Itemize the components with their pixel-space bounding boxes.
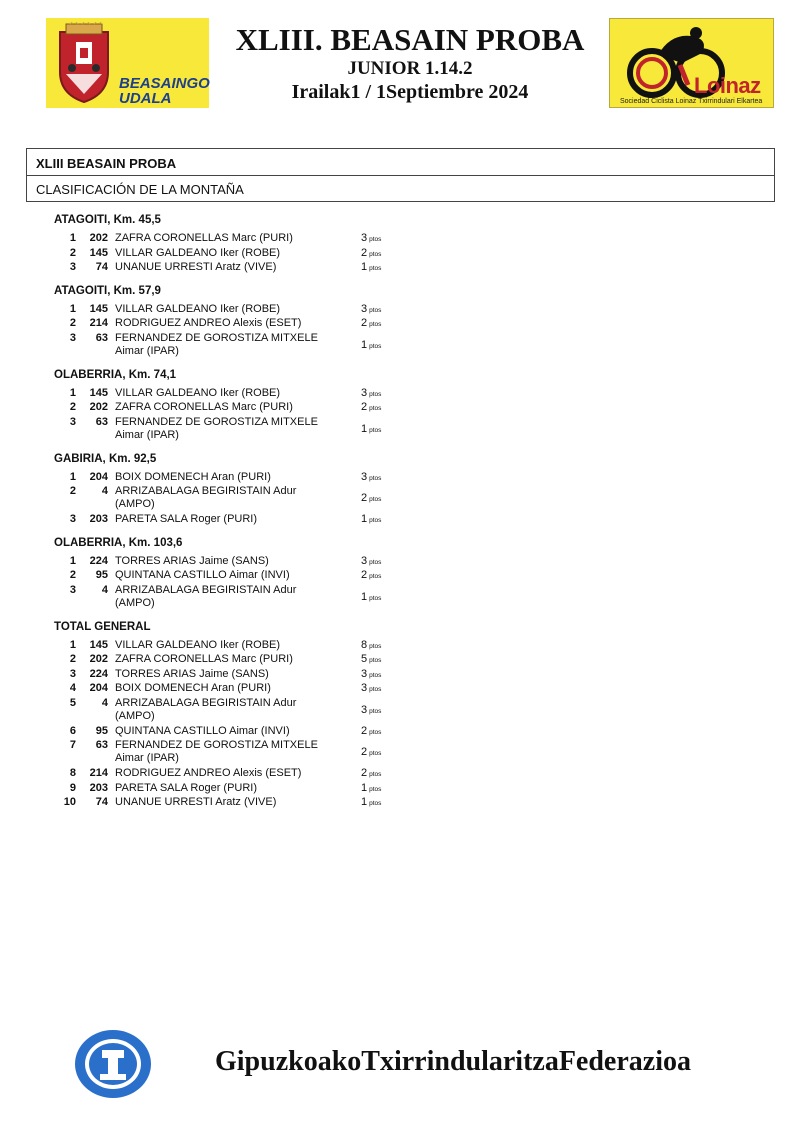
rider-name: RODRIGUEZ ANDREO Alexis (ESET) <box>115 767 302 779</box>
points-unit: ptos <box>369 707 382 715</box>
rider-name: QUINTANA CASTILLO Aimar (INVI) <box>115 724 290 737</box>
town-shield-icon <box>52 22 116 104</box>
points-unit: ptos <box>369 517 382 524</box>
bib-number: 145 <box>89 638 108 651</box>
bib-number: 204 <box>89 682 108 694</box>
loinaz-logo <box>609 18 774 108</box>
rider-name: BOIX DOMENECH Aran (PURI) <box>115 682 271 694</box>
position: 1 <box>69 638 76 651</box>
position: 1 <box>69 470 76 483</box>
position: 5 <box>69 696 76 709</box>
rider-name: QUINTANA CASTILLO Aimar (INVI) <box>115 569 290 581</box>
points <box>361 767 381 779</box>
result-row <box>0 639 420 654</box>
rider-name: RODRIGUEZ ANDREO Alexis (ESET) <box>115 317 302 329</box>
points-value: 1 <box>361 781 368 794</box>
points <box>361 591 381 603</box>
points <box>361 339 381 351</box>
bib-number: 224 <box>89 554 108 567</box>
position: 2 <box>69 246 76 259</box>
points-value: 2 <box>361 492 368 504</box>
rider-name: ARRIZABALAGA BEGIRISTAIN Adur (AMPO) <box>115 696 297 722</box>
points-unit: ptos <box>369 573 382 580</box>
position: 3 <box>69 331 76 344</box>
points-value: 8 <box>361 638 368 651</box>
position: 10 <box>63 796 76 808</box>
bib-number: 63 <box>95 415 108 428</box>
points <box>361 513 381 525</box>
points-value: 3 <box>361 386 368 399</box>
points-unit: ptos <box>369 558 382 566</box>
points-value: 2 <box>361 246 368 259</box>
position: 2 <box>69 569 76 581</box>
federation-name: GipuzkoakoTxirrindularitzaFederazioa <box>215 1046 691 1077</box>
result-row <box>0 247 420 262</box>
points-value: 2 <box>361 724 368 737</box>
position: 1 <box>69 554 76 567</box>
points-value: 3 <box>361 232 368 244</box>
position: 8 <box>69 767 76 779</box>
points-value: 2 <box>361 569 368 581</box>
bib-number: 74 <box>95 796 108 808</box>
position: 7 <box>69 739 76 751</box>
loinaz-brand: Loinaz <box>694 73 761 98</box>
result-row <box>0 416 420 444</box>
result-row <box>0 317 420 332</box>
bib-number: 202 <box>89 401 108 413</box>
position: 3 <box>69 415 76 428</box>
position: 3 <box>69 261 76 273</box>
result-row <box>0 303 420 318</box>
points-unit: ptos <box>369 657 382 664</box>
points-unit: ptos <box>369 728 382 736</box>
bib-number: 203 <box>89 513 108 525</box>
points-unit: ptos <box>369 594 382 602</box>
points-value: 1 <box>361 590 368 603</box>
points <box>361 317 381 329</box>
federation-logo-icon <box>72 1028 154 1100</box>
position: 6 <box>69 724 76 737</box>
result-row <box>0 697 420 725</box>
result-row <box>0 725 420 740</box>
points-value: 3 <box>361 470 368 483</box>
points <box>361 401 381 413</box>
bib-number: 224 <box>89 667 108 680</box>
rider-name: TORRES ARIAS Jaime (SANS) <box>115 667 269 680</box>
result-row <box>0 682 420 697</box>
result-row <box>0 767 420 782</box>
points-unit: ptos <box>369 474 382 482</box>
position: 4 <box>69 682 76 694</box>
bib-number: 203 <box>89 781 108 794</box>
rider-name: VILLAR GALDEANO Iker (ROBE) <box>115 638 281 651</box>
race-date: Irailak1 / 1Septiembre 2024 <box>291 81 529 103</box>
result-row <box>0 332 420 360</box>
points <box>361 682 381 694</box>
points-unit: ptos <box>369 390 382 398</box>
points <box>361 725 381 737</box>
result-row <box>0 261 420 276</box>
points-unit: ptos <box>369 750 382 757</box>
race-category: JUNIOR 1.14.2 <box>347 58 473 79</box>
result-row <box>0 513 420 528</box>
position: 3 <box>69 583 76 596</box>
points-unit: ptos <box>369 785 382 793</box>
position: 2 <box>69 401 76 413</box>
points <box>361 782 381 794</box>
points <box>361 232 381 244</box>
rider-name: UNANUE URRESTI Aratz (VIVE) <box>115 796 277 808</box>
points <box>361 555 381 567</box>
points-unit: ptos <box>369 342 382 350</box>
bib-number: 4 <box>101 696 108 709</box>
result-row <box>0 471 420 486</box>
bib-number: 63 <box>95 331 108 344</box>
rider-name: FERNANDEZ DE GOROSTIZA MITXELE Aimar (IPAR) <box>115 415 318 441</box>
position: 2 <box>69 485 76 497</box>
position: 2 <box>69 653 76 665</box>
points-unit: ptos <box>369 236 382 243</box>
bib-number: 214 <box>89 317 108 329</box>
points-value: 2 <box>361 767 368 779</box>
classification-type-cell: CLASIFICACIÓN DE LA MONTAÑA <box>36 182 244 197</box>
position: 3 <box>69 513 76 525</box>
bib-number: 145 <box>89 302 108 315</box>
bib-number: 204 <box>89 470 108 483</box>
points <box>361 387 381 399</box>
rider-name: VILLAR GALDEANO Iker (ROBE) <box>115 246 281 259</box>
points <box>361 796 381 808</box>
rider-name: ARRIZABALAGA BEGIRISTAIN Adur (AMPO) <box>115 485 297 510</box>
points-unit: ptos <box>369 800 382 807</box>
rider-name: TORRES ARIAS Jaime (SANS) <box>115 554 269 567</box>
result-row <box>0 555 420 570</box>
loinaz-subtitle: Sociedad Ciclista Loinaz Txirrindulari Elkartea <box>620 98 763 105</box>
points-value: 2 <box>361 401 368 413</box>
section-title: ATAGOITI, Km. 45,5 <box>54 214 161 226</box>
result-row <box>0 653 420 668</box>
rider-name: UNANUE URRESTI Aratz (VIVE) <box>115 261 277 273</box>
points-unit: ptos <box>369 321 382 328</box>
section-title: GABIRIA, Km. 92,5 <box>54 452 157 465</box>
points-unit: ptos <box>369 642 382 650</box>
bib-number: 145 <box>89 386 108 399</box>
result-row <box>0 782 420 797</box>
bib-number: 145 <box>89 246 108 259</box>
bib-number: 74 <box>95 261 108 273</box>
points-value: 5 <box>361 653 368 665</box>
classification-header-box <box>26 148 775 202</box>
rider-name: ZAFRA CORONELLAS Marc (PURI) <box>115 232 293 244</box>
points <box>361 471 381 483</box>
points-unit: ptos <box>369 405 382 412</box>
position: 1 <box>69 232 76 244</box>
position: 1 <box>69 386 76 399</box>
result-row <box>0 485 420 513</box>
points-value: 1 <box>361 796 368 808</box>
points <box>361 668 381 680</box>
points-value: 1 <box>361 513 368 525</box>
result-row <box>0 387 420 402</box>
bib-number: 4 <box>101 583 108 596</box>
result-row <box>0 401 420 416</box>
position: 9 <box>69 781 76 794</box>
points <box>361 653 381 665</box>
points <box>361 261 381 273</box>
bib-number: 95 <box>95 569 108 581</box>
section-title: OLABERRIA, Km. 74,1 <box>54 368 177 381</box>
rider-name: VILLAR GALDEANO Iker (ROBE) <box>115 302 281 315</box>
section-title: OLABERRIA, Km. 103,6 <box>54 536 183 549</box>
position: 2 <box>69 317 76 329</box>
result-row <box>0 584 420 612</box>
points <box>361 704 381 716</box>
points-value: 3 <box>361 302 368 315</box>
points-unit: ptos <box>369 306 382 314</box>
points <box>361 303 381 315</box>
points-value: 1 <box>361 261 368 273</box>
rider-name: PARETA SALA Roger (PURI) <box>115 781 258 794</box>
rider-name: FERNANDEZ DE GOROSTIZA MITXELE Aimar (IPAR) <box>115 739 318 764</box>
rider-name: ARRIZABALAGA BEGIRISTAIN Adur (AMPO) <box>115 583 297 609</box>
points-unit: ptos <box>369 426 382 434</box>
rider-name: FERNANDEZ DE GOROSTIZA MITXELE Aimar (IPAR) <box>115 331 318 357</box>
points-unit: ptos <box>369 496 382 503</box>
race-title: XLIII. BEASAIN PROBA <box>235 22 585 57</box>
points-value: 3 <box>361 703 368 716</box>
result-row <box>0 232 420 247</box>
points-unit: ptos <box>369 250 382 258</box>
points <box>361 247 381 259</box>
bib-number: 202 <box>89 232 108 244</box>
result-row <box>0 668 420 683</box>
result-row <box>0 796 420 811</box>
points-value: 2 <box>361 746 368 758</box>
points <box>361 569 381 581</box>
points <box>361 639 381 651</box>
left-logo-text: BEASAINGO UDALA <box>119 75 210 107</box>
rider-name: PARETA SALA Roger (PURI) <box>115 513 258 525</box>
rider-name: VILLAR GALDEANO Iker (ROBE) <box>115 386 281 399</box>
rider-name: ZAFRA CORONELLAS Marc (PURI) <box>115 401 293 413</box>
points-unit: ptos <box>369 671 382 679</box>
bib-number: 95 <box>95 724 108 737</box>
bib-number: 63 <box>95 739 108 751</box>
bib-number: 4 <box>101 485 108 497</box>
points <box>361 492 381 504</box>
section-title: ATAGOITI, Km. 57,9 <box>54 284 161 297</box>
points <box>361 423 381 435</box>
result-row <box>0 739 420 767</box>
points-unit: ptos <box>369 686 382 693</box>
points-unit: ptos <box>369 771 382 778</box>
points-value: 2 <box>361 317 368 329</box>
points-value: 3 <box>361 554 368 567</box>
points-value: 1 <box>361 422 368 435</box>
bib-number: 214 <box>89 767 108 779</box>
points-value: 3 <box>361 667 368 680</box>
points-unit: ptos <box>369 265 382 272</box>
position: 1 <box>69 302 76 315</box>
position: 3 <box>69 667 76 680</box>
rider-name: BOIX DOMENECH Aran (PURI) <box>115 470 271 483</box>
points-value: 3 <box>361 682 368 694</box>
section-title: TOTAL GENERAL <box>54 620 151 633</box>
bib-number: 202 <box>89 653 108 665</box>
points <box>361 746 381 758</box>
points-value: 1 <box>361 338 368 351</box>
race-name-cell: XLIII BEASAIN PROBA <box>27 149 774 176</box>
beasaingo-udala-logo <box>46 18 209 108</box>
rider-name: ZAFRA CORONELLAS Marc (PURI) <box>115 653 293 665</box>
result-row <box>0 569 420 584</box>
